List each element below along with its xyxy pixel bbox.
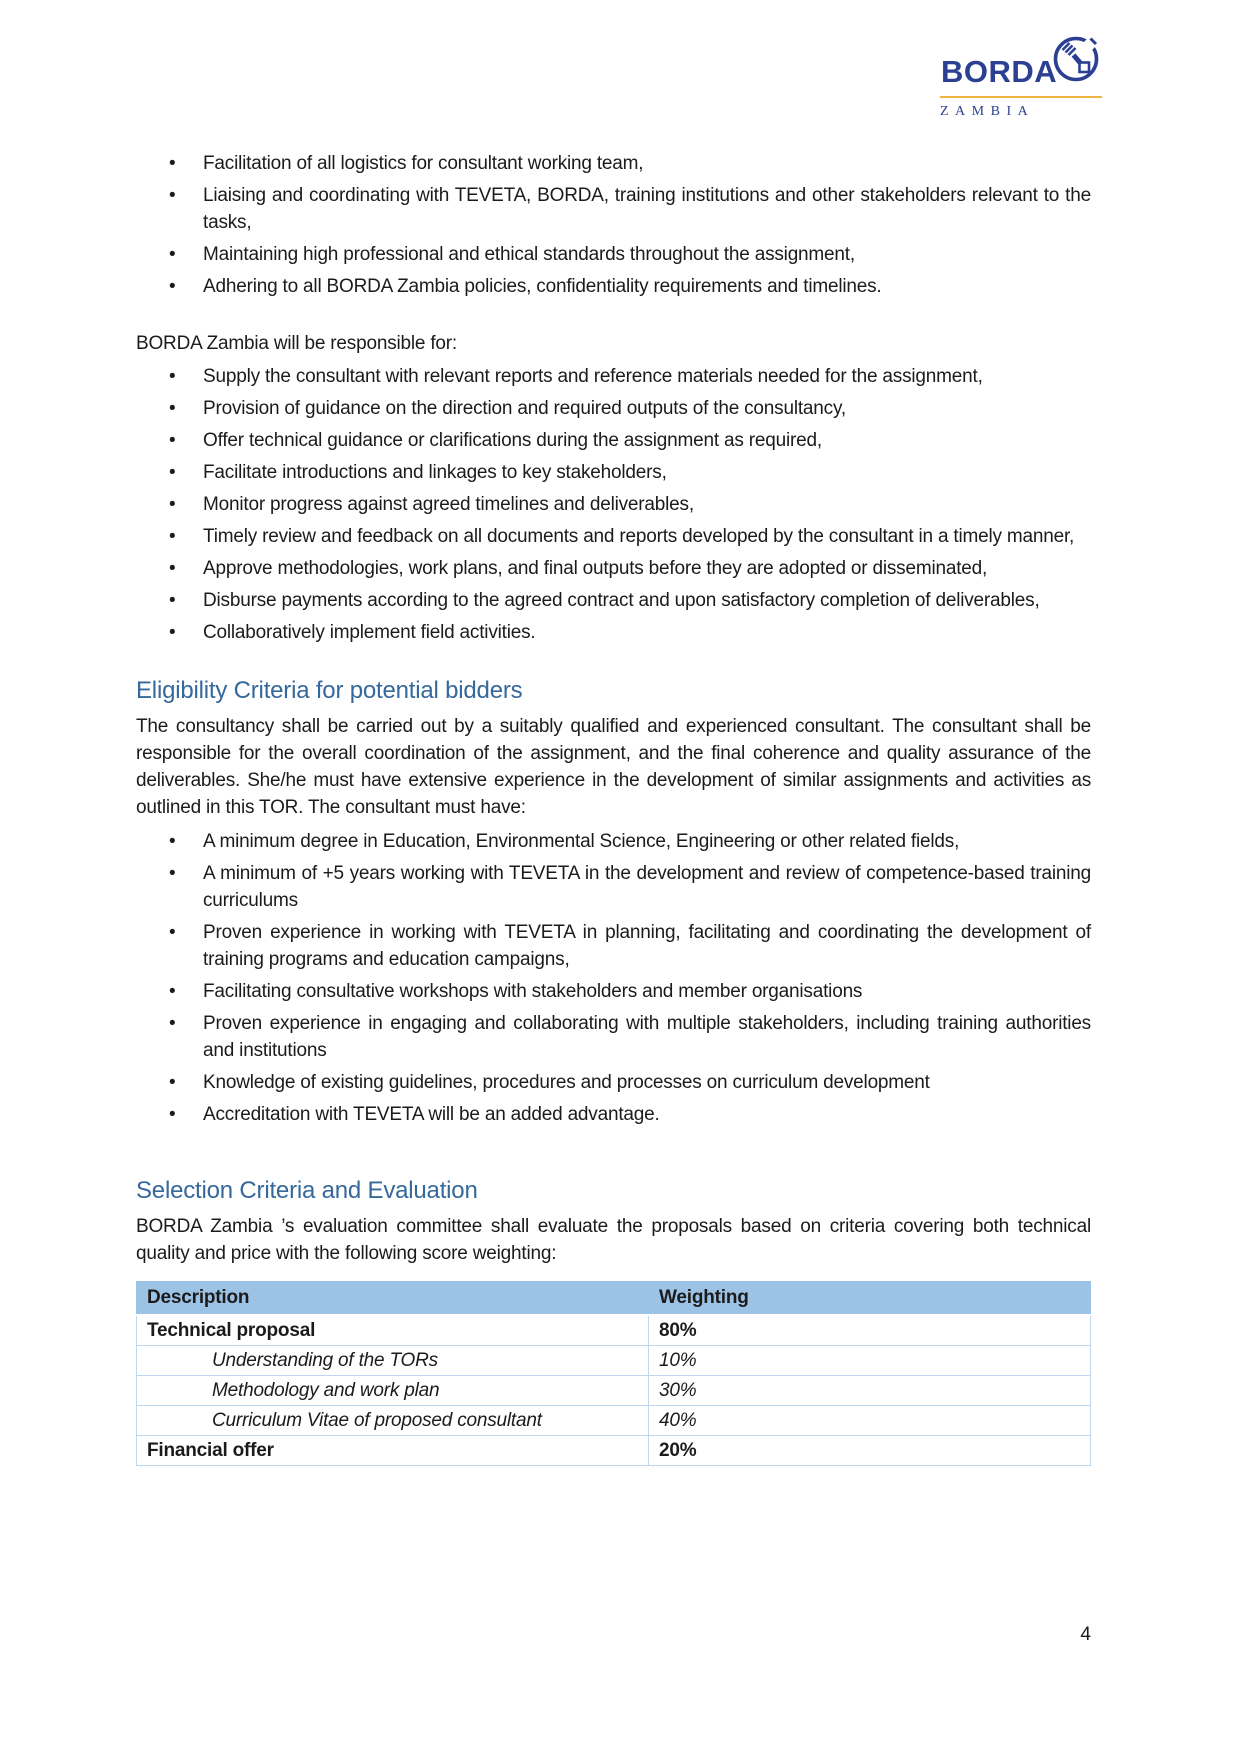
list-item: • Approve methodologies, work plans, and final outputs before they are adopted or disseminated, — [136, 555, 1091, 582]
list-item: • A minimum of +5 years working with TEVETA in the development and review of competence-based training curriculums — [136, 860, 1091, 914]
cell-weighting: 80% — [649, 1315, 1091, 1346]
list-item: • Facilitate introductions and linkages to key stakeholders, — [136, 459, 1091, 486]
column-header-weighting: Weighting — [649, 1282, 1091, 1315]
cell-description: Technical proposal — [137, 1315, 649, 1346]
cell-weighting: 40% — [649, 1405, 1091, 1435]
cell-weighting: 10% — [649, 1345, 1091, 1375]
logo-region-text: ZAMBIA — [940, 104, 1035, 119]
eligibility-section-title: Eligibility Criteria for potential bidders — [136, 677, 523, 704]
list-item: • Disburse payments according to the agreed contract and upon satisfactory completion of deliverables, — [136, 587, 1091, 614]
list-item: • Collaboratively implement field activities. — [136, 619, 1091, 646]
list-item: • Facilitation of all logistics for consultant working team, — [136, 150, 1091, 177]
borda-responsibilities-intro: BORDA Zambia will be responsible for: — [136, 333, 458, 354]
table-row — [137, 1435, 1091, 1465]
list-item: • Maintaining high professional and ethical standards throughout the assignment, — [136, 241, 1091, 268]
cell-description: Understanding of the TORs — [137, 1345, 649, 1375]
cell-weighting: 30% — [649, 1375, 1091, 1405]
page-number: 4 — [1080, 1624, 1091, 1645]
list-item: • Timely review and feedback on all documents and reports developed by the consultant in a timely manner, — [136, 523, 1091, 550]
cell-description: Curriculum Vitae of proposed consultant — [137, 1405, 649, 1435]
table-row — [137, 1375, 1091, 1405]
logo-brand-text: BORDA — [941, 54, 1058, 89]
list-item: • Facilitating consultative workshops with stakeholders and member organisations — [136, 978, 1091, 1005]
list-item: • Proven experience in working with TEVETA in planning, facilitating and coordinating the development of training programs and education campaigns, — [136, 919, 1091, 973]
tap-icon — [1052, 35, 1100, 88]
list-item: • Accreditation with TEVETA will be an added advantage. — [136, 1101, 1091, 1128]
logo-divider — [940, 96, 1102, 98]
list-item: • Proven experience in engaging and collaborating with multiple stakeholders, including training authorities and institutions — [136, 1010, 1091, 1064]
borda-duties-list — [136, 363, 1091, 646]
eligibility-intro-paragraph: The consultancy shall be carried out by a suitably qualified and experienced consultant. The consultant shall be responsible for the overall coordination of the assignment, and the final coherence and quality assurance of the deliverables. She/he must have extensive experience in the development of similar assignments and activities as outlined in this TOR. The consultant must have: — [136, 716, 1091, 818]
list-item: • Liaising and coordinating with TEVETA, BORDA, training institutions and other stakeholders relevant to the tasks, — [136, 182, 1091, 236]
list-item: • Knowledge of existing guidelines, procedures and processes on curriculum development — [136, 1069, 1091, 1096]
borda-logo — [940, 34, 1105, 120]
selection-intro-paragraph: BORDA Zambia ’s evaluation committee shall evaluate the proposals based on criteria covering both technical quality and price with the following score weighting: — [136, 1216, 1091, 1264]
list-item: • Adhering to all BORDA Zambia policies, confidentiality requirements and timelines. — [136, 273, 1091, 300]
cell-description: Financial offer — [137, 1435, 649, 1465]
cell-description: Methodology and work plan — [137, 1375, 649, 1405]
table-row — [137, 1405, 1091, 1435]
list-item: • Supply the consultant with relevant reports and reference materials needed for the assignment, — [136, 363, 1091, 390]
list-item: • Offer technical guidance or clarifications during the assignment as required, — [136, 427, 1091, 454]
table-row — [137, 1345, 1091, 1375]
cell-weighting: 20% — [649, 1435, 1091, 1465]
score-weighting-table — [136, 1281, 1091, 1466]
list-item: • Monitor progress against agreed timelines and deliverables, — [136, 491, 1091, 518]
table-header-row — [137, 1282, 1091, 1315]
list-item: • Provision of guidance on the direction and required outputs of the consultancy, — [136, 395, 1091, 422]
column-header-description: Description — [137, 1282, 649, 1315]
eligibility-criteria-list — [136, 828, 1091, 1128]
consultant-duties-list — [136, 150, 1091, 300]
list-item: • A minimum degree in Education, Environmental Science, Engineering or other related fields, — [136, 828, 1091, 855]
table-row — [137, 1315, 1091, 1346]
selection-section-title: Selection Criteria and Evaluation — [136, 1177, 478, 1204]
document-body — [136, 150, 1091, 1466]
